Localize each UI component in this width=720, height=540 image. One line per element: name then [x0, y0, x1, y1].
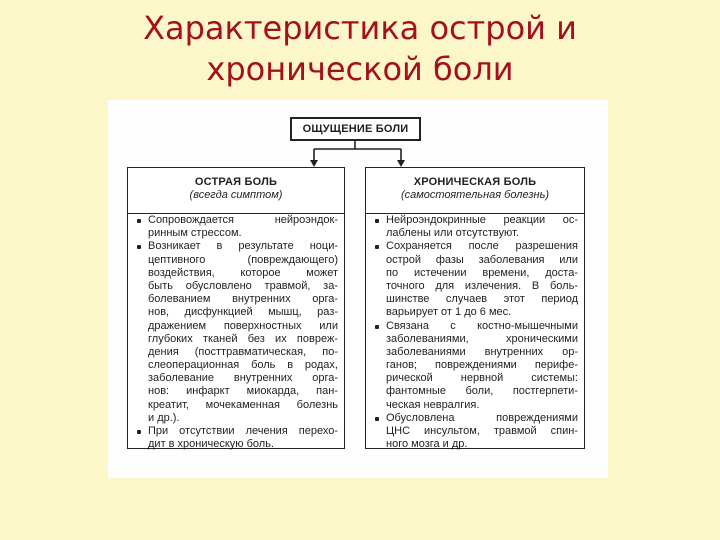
chronic-pain-list — [366, 214, 584, 451]
bullet-text-line: слеоперационная боль в родах, — [148, 359, 338, 372]
chronic-pain-box — [365, 167, 585, 449]
bullet-text-line: острой фазы заболевания или — [386, 253, 578, 266]
slide-title — [0, 8, 720, 90]
bullet-text-line: заболеваниями, хроническими — [386, 332, 578, 345]
bullet-marker — [375, 325, 379, 329]
acute-pain-item — [148, 425, 338, 451]
bullet-text-line: лаблены или отсутствуют. — [386, 227, 519, 240]
bullet-marker — [137, 430, 141, 434]
bullet-text-line: и др.). — [148, 411, 180, 424]
bullet-text-line: воздействия, которое может — [148, 266, 338, 279]
bullet-marker — [137, 219, 141, 223]
bullet-text-line: дражением поверхностных или — [148, 319, 338, 332]
root-node-pain-sensation: ОЩУЩЕНИЕ БОЛИ — [290, 117, 421, 141]
slide-title-line-1: Характеристика острой и — [143, 9, 577, 47]
bullet-text-line: глубоких тканей без их повреж- — [148, 332, 338, 345]
bullet-marker — [375, 245, 379, 249]
bullet-text-line: При отсутствии лечения перехо- — [148, 425, 338, 437]
bullet-text-line: Обусловлена повреждениями — [386, 411, 578, 424]
bullet-text-line: по истечении времени, доста- — [386, 266, 578, 279]
bullet-text-line: шинстве случаев этот период — [386, 293, 578, 306]
scanned-diagram — [108, 100, 608, 478]
bullet-marker — [375, 219, 379, 223]
bullet-text-line: варьирует от 1 до 6 мес. — [386, 306, 512, 319]
arrowhead-left-icon — [310, 160, 318, 167]
acute-pain-item — [148, 240, 338, 425]
bullet-marker — [137, 245, 141, 249]
bullet-text-line: ринным стрессом. — [148, 227, 242, 240]
acute-pain-header — [128, 176, 344, 214]
acute-pain-box — [127, 167, 345, 449]
bullet-text-line: ческая невралгия. — [386, 398, 480, 411]
chronic-pain-item — [386, 320, 578, 412]
chronic-pain-item — [386, 214, 578, 240]
slide-title-line-2: хронической боли — [206, 50, 514, 88]
bullet-text-line: быть обусловлено травмой, за- — [148, 279, 338, 292]
bullet-text-line: Нейроэндокринные реакции ос- — [386, 214, 578, 226]
chronic-pain-subheading: (самостоятельная болезнь) — [400, 189, 550, 201]
bullet-text-line: нов: инфаркт миокарда, пан- — [148, 385, 338, 398]
bullet-text-line: точного для излечения. В боль- — [386, 279, 578, 292]
acute-pain-subheading: (всегда симптом) — [189, 189, 283, 201]
chronic-pain-heading: ХРОНИЧЕСКАЯ БОЛЬ — [413, 176, 537, 188]
arrowhead-right-icon — [397, 160, 405, 167]
bullet-text-line: ного мозга и др. — [386, 438, 468, 451]
bullet-text-line: Сохраняется после разрешения — [386, 240, 578, 253]
chronic-pain-header — [366, 176, 584, 214]
bullet-text-line: фантомные боли, постгерпети- — [386, 385, 578, 398]
bullet-text-line: дения (посттравматическая, по- — [148, 345, 338, 358]
acute-pain-item — [148, 214, 338, 240]
bullet-text-line: Возникает в результате ноци- — [148, 240, 338, 253]
chronic-pain-item — [386, 240, 578, 319]
bullet-text-line: Сопровождается нейроэндок- — [148, 214, 338, 226]
bullet-text-line: заболевание внутренних орга- — [148, 372, 338, 385]
bullet-text-line: болеванием внутренних орга- — [148, 293, 338, 306]
chronic-pain-item — [386, 412, 578, 452]
acute-pain-heading: ОСТРАЯ БОЛЬ — [194, 176, 278, 188]
bullet-text-line: дит в хроническую боль. — [148, 438, 274, 451]
bullet-text-line: Связана с костно-мышечными — [386, 319, 578, 332]
bullet-text-line: нов, дисфункцией мышц, раз- — [148, 306, 338, 319]
bullet-text-line: креатит, мочекаменная болезнь — [148, 398, 338, 411]
bullet-text-line: рической нервной системы: — [386, 372, 578, 385]
bullet-text-line: ЦНС инсультом, травмой спин- — [386, 425, 578, 437]
acute-pain-list — [128, 214, 344, 451]
bullet-text-line: ганов; повреждениями перифе- — [386, 359, 578, 372]
bullet-text-line: заболеваниями внутренних ор- — [386, 345, 578, 358]
bullet-marker — [375, 417, 379, 421]
bullet-text-line: цептивного (повреждающего) — [148, 253, 338, 266]
